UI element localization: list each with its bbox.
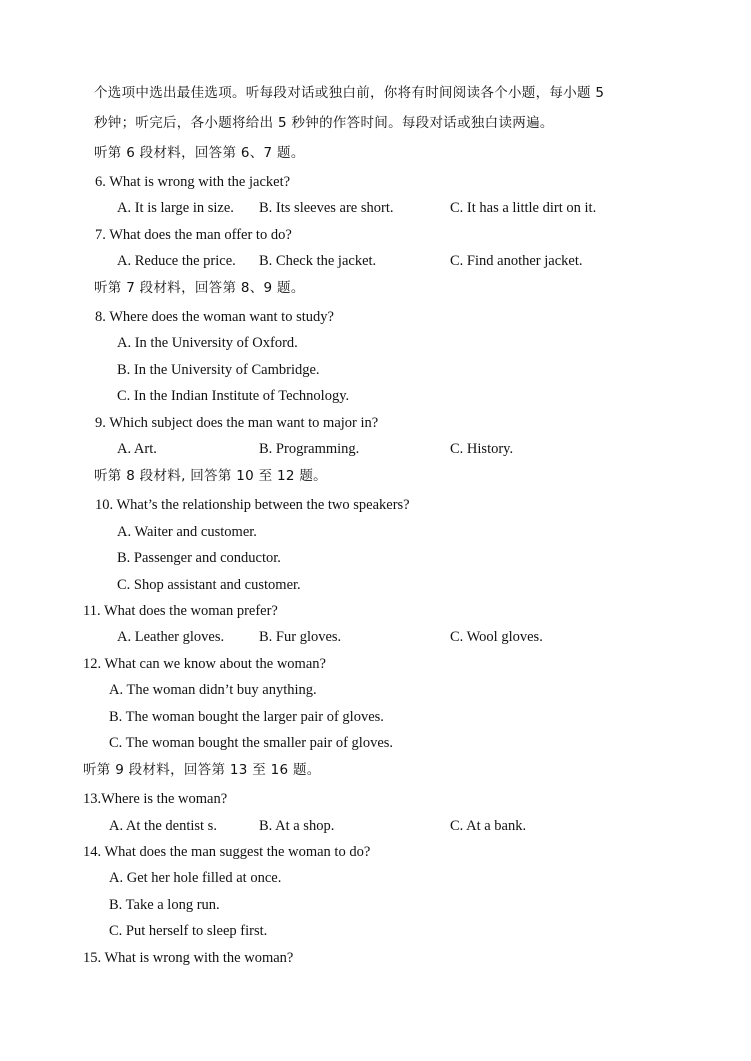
question-7-option-a: A. Reduce the price.: [117, 253, 236, 269]
question-7-option-c: C. Find another jacket.: [450, 253, 583, 269]
question-10-stem: 10. What’s the relationship between the two speakers?: [95, 497, 410, 513]
question-12-stem: 12. What can we know about the woman?: [83, 656, 326, 672]
question-11-option-b: B. Fur gloves.: [259, 629, 342, 645]
question-12-option-c: C. The woman bought the smaller pair of gloves.: [109, 735, 394, 751]
question-9-stem: 9. Which subject does the man want to major in?: [95, 415, 379, 431]
question-13-option-c: C. At a bank.: [450, 818, 527, 834]
question-11-option-c: C. Wool gloves.: [450, 629, 543, 645]
question-8-option-a: A. In the University of Oxford.: [117, 335, 298, 351]
question-6-option-c: C. It has a little dirt on it.: [450, 200, 597, 216]
question-12-option-b: B. The woman bought the larger pair of gloves.: [109, 709, 384, 725]
question-10-option-b: B. Passenger and conductor.: [117, 550, 281, 566]
question-8-option-b: B. In the University of Cambridge.: [117, 362, 320, 378]
question-13-option-b: B. At a shop.: [259, 818, 335, 834]
question-9-option-a: A. Art.: [117, 441, 157, 457]
question-6-option-a: A. It is large in size.: [117, 200, 234, 216]
question-13-option-a: A. At the dentist s.: [109, 818, 217, 834]
question-7-option-b: B. Check the jacket.: [259, 253, 377, 269]
question-10-option-c: C. Shop assistant and customer.: [117, 577, 301, 593]
question-13-stem: 13.Where is the woman?: [83, 791, 228, 807]
section-heading-8: 听第 8 段材料, 回答第 10 至 12 题。: [94, 468, 327, 484]
question-14-stem: 14. What does the man suggest the woman to do?: [83, 844, 371, 860]
intro-line-1: 个选项中选出最佳选项。听每段对话或独白前，你将有时间阅读各个小题，每小题 5: [94, 85, 605, 101]
question-11-stem: 11. What does the woman prefer?: [83, 603, 278, 619]
question-7-stem: 7. What does the man offer to do?: [95, 227, 292, 243]
question-10-option-a: A. Waiter and customer.: [117, 524, 257, 540]
section-heading-6: 听第 6 段材料，回答第 6、7 题。: [94, 145, 305, 161]
question-9-option-c: C. History.: [450, 441, 514, 457]
question-9-option-b: B. Programming.: [259, 441, 360, 457]
section-heading-7: 听第 7 段材料，回答第 8、9 题。: [94, 280, 305, 296]
question-14-option-a: A. Get her hole filled at once.: [109, 870, 282, 886]
question-8-stem: 8. Where does the woman want to study?: [95, 309, 334, 325]
intro-line-2: 秒钟；听完后，各小题将给出 5 秒钟的作答时间。每段对话或独白读两遍。: [94, 115, 554, 131]
question-6-option-b: B. Its sleeves are short.: [259, 200, 394, 216]
section-heading-9: 听第 9 段材料，回答第 13 至 16 题。: [83, 762, 321, 778]
question-11-option-a: A. Leather gloves.: [117, 629, 225, 645]
question-15-stem: 15. What is wrong with the woman?: [83, 950, 294, 966]
question-8-option-c: C. In the Indian Institute of Technology.: [117, 388, 350, 404]
question-12-option-a: A. The woman didn’t buy anything.: [109, 682, 317, 698]
question-6-stem: 6. What is wrong with the jacket?: [95, 174, 291, 190]
question-14-option-c: C. Put herself to sleep first.: [109, 923, 268, 939]
question-14-option-b: B. Take a long run.: [109, 897, 220, 913]
